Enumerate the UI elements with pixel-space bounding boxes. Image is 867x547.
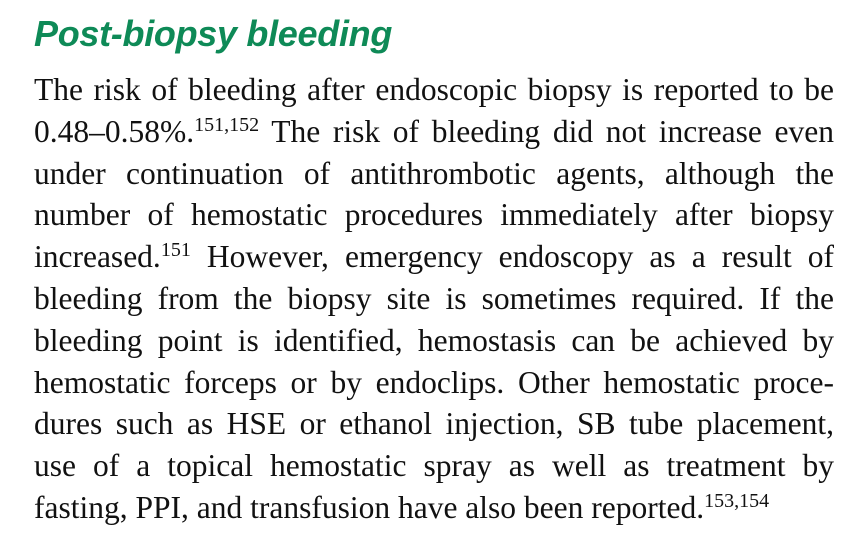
citation-superscript: 153,154 bbox=[704, 489, 770, 512]
line-text: fasting, PPI, and transfusion have also been reported. bbox=[34, 489, 705, 525]
citation-superscript: 151 bbox=[160, 239, 191, 262]
line-text: number of hemostatic procedures immediately after biopsy bbox=[34, 197, 834, 233]
paragraph-line-6 bbox=[34, 278, 834, 320]
paragraph-line-1 bbox=[34, 69, 834, 111]
line-text: under continuation of antithrombotic agents, although the bbox=[34, 155, 834, 191]
paragraph-line-10 bbox=[34, 445, 834, 487]
line-text: dures such as HSE or ethanol injection, SB tube placement, bbox=[34, 406, 835, 442]
body-paragraph bbox=[34, 69, 834, 529]
paragraph-line-2 bbox=[34, 111, 834, 153]
line-text: bleeding from the biopsy site is sometimes required. If the bbox=[34, 280, 834, 316]
line-text: increased. bbox=[34, 239, 161, 275]
paragraph-line-11 bbox=[34, 487, 834, 529]
line-text: 0.48–0.58%. bbox=[34, 113, 195, 149]
paragraph-line-4 bbox=[34, 194, 834, 236]
paragraph-line-8 bbox=[34, 362, 834, 404]
citation-superscript: 151,152 bbox=[194, 113, 260, 136]
paragraph-line-5 bbox=[34, 236, 834, 278]
paragraph-line-7 bbox=[34, 320, 834, 362]
line-text-continued: The risk of bleeding did not increase even bbox=[259, 113, 835, 149]
line-text-continued: However, emergency endoscopy as a result of bbox=[190, 239, 835, 275]
section-heading: Post-biopsy bleeding bbox=[34, 13, 393, 54]
line-text: hemostatic forceps or by endoclips. Other hemostatic proce- bbox=[34, 364, 834, 400]
paragraph-line-3 bbox=[34, 153, 834, 195]
line-text: The risk of bleeding after endoscopic biopsy is reported to be bbox=[34, 72, 834, 107]
line-text: bleeding point is identified, hemostasis can be achieved by bbox=[34, 322, 834, 358]
paragraph-line-9 bbox=[34, 403, 834, 445]
line-text: use of a topical hemostatic spray as well as treatment by bbox=[34, 448, 835, 484]
